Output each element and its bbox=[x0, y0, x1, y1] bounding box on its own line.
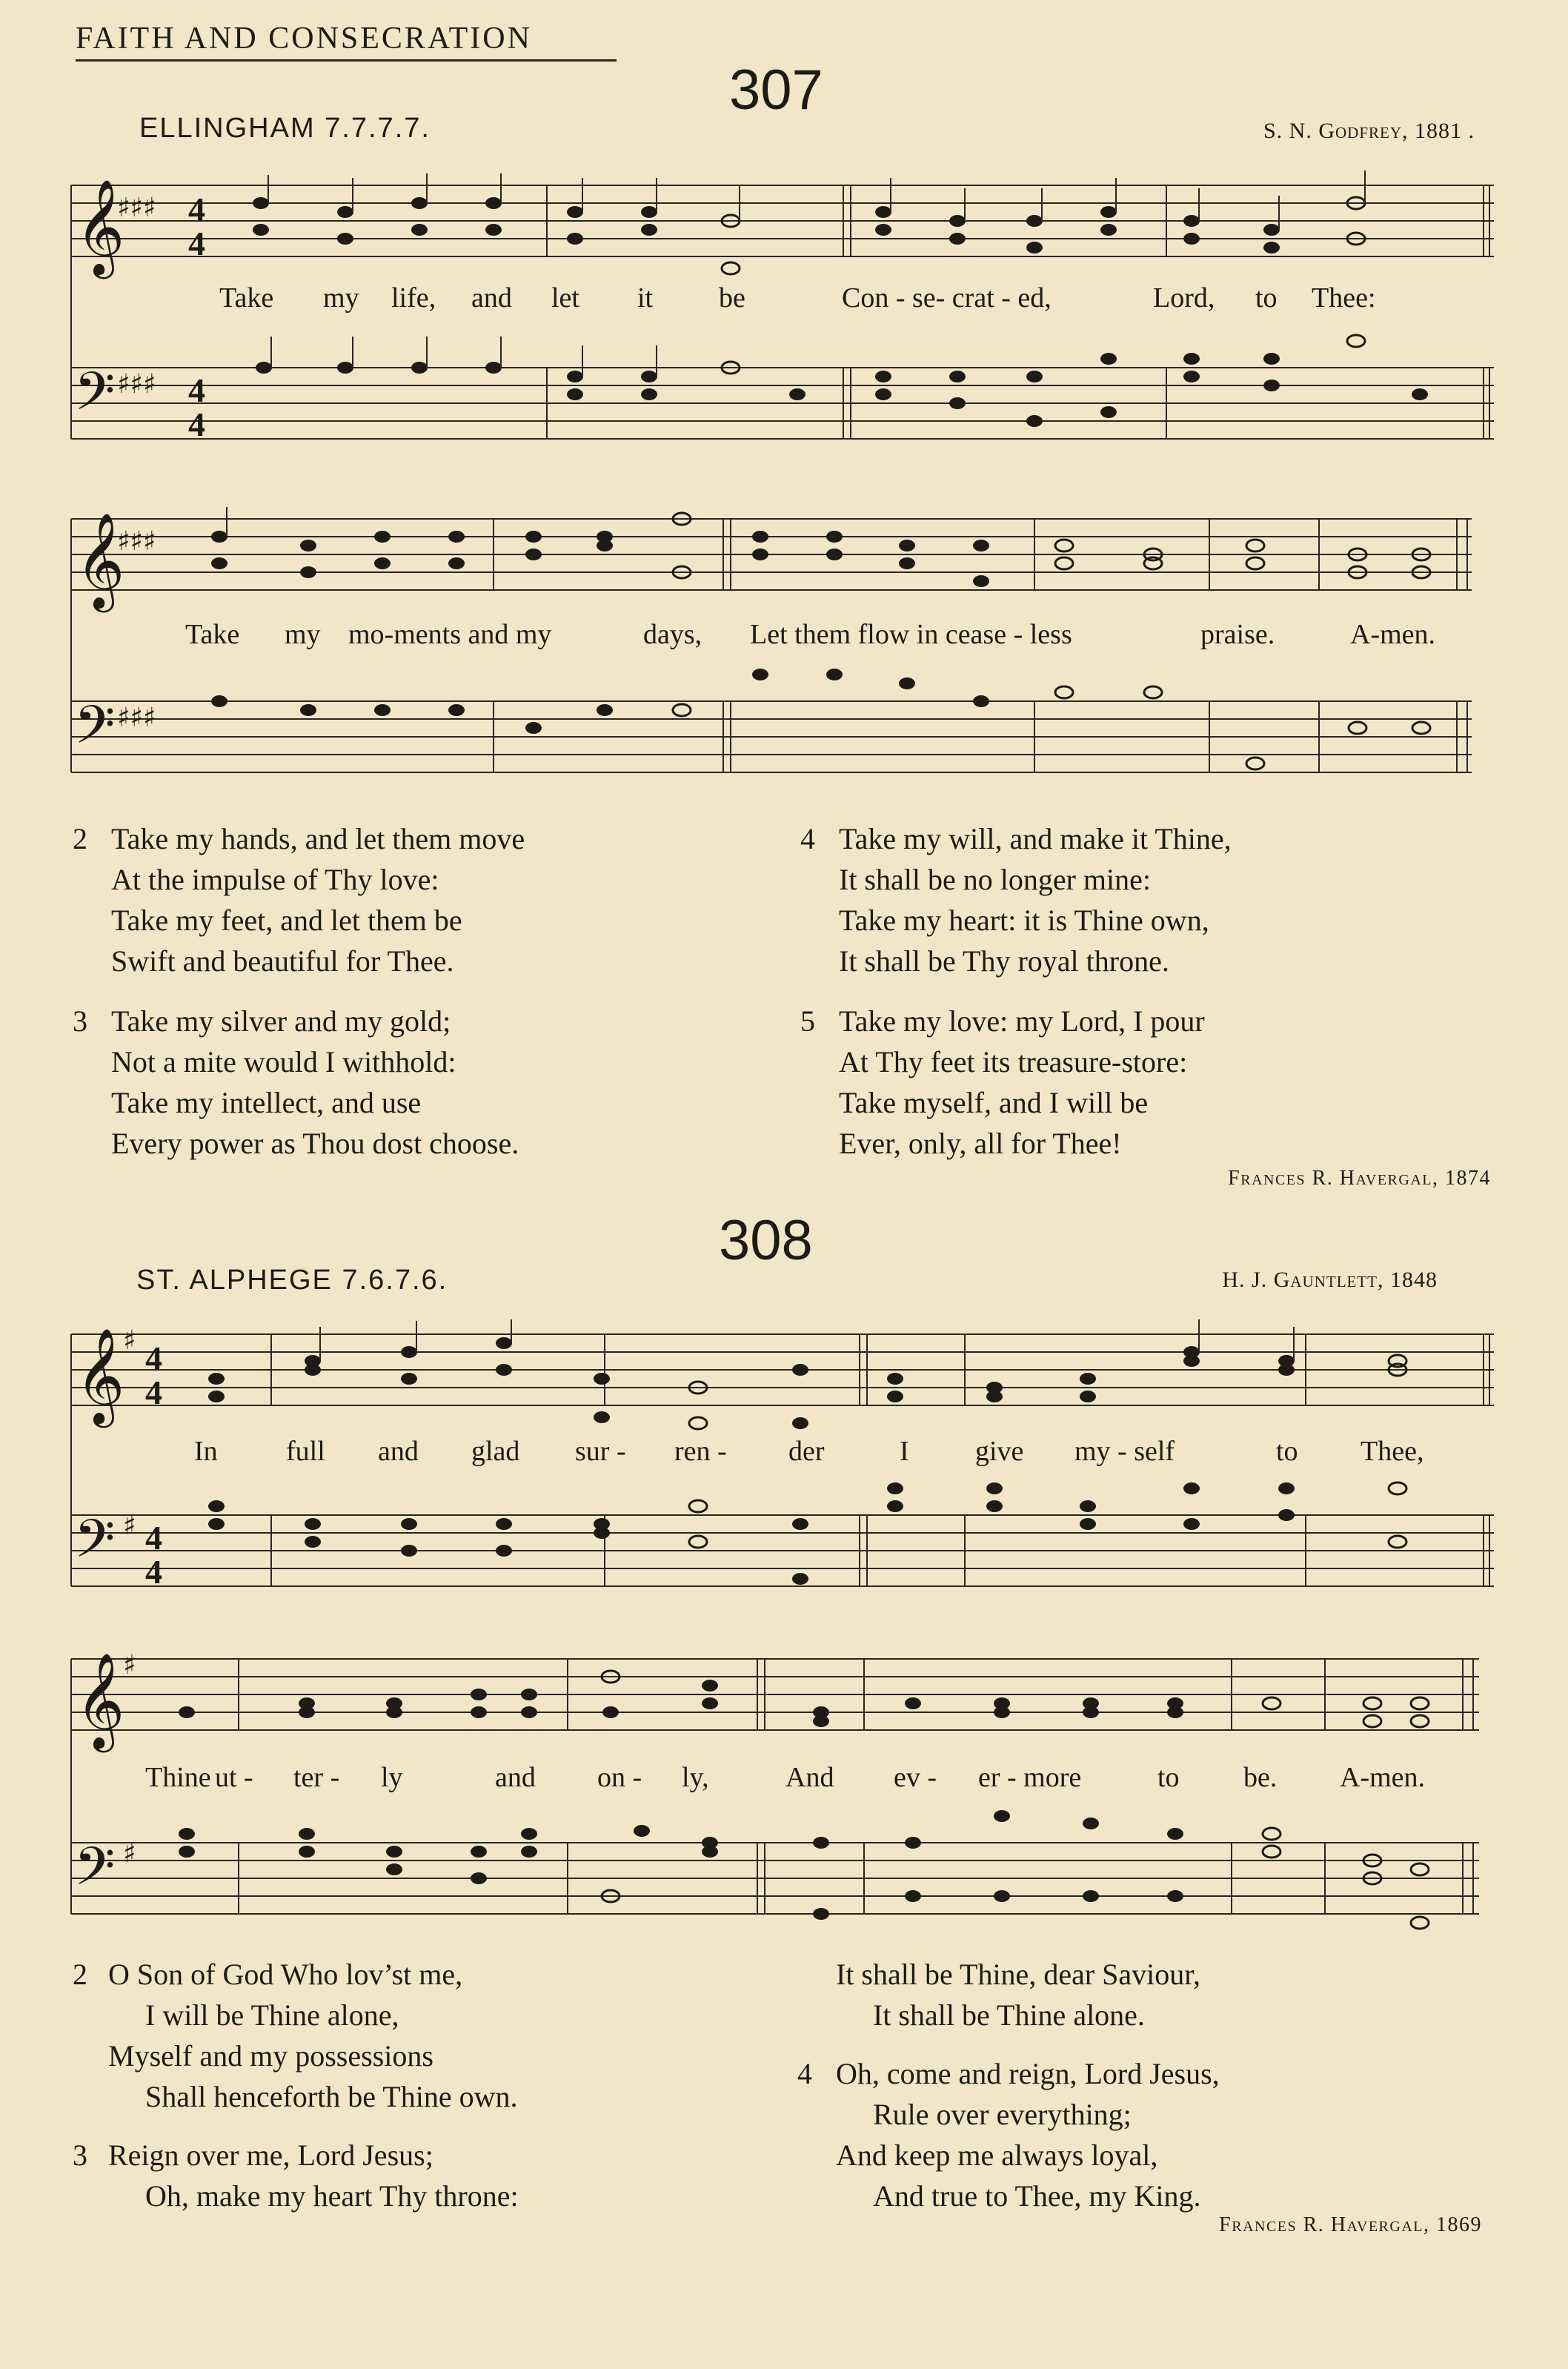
treble-clef-icon: 𝄞 bbox=[76, 1328, 125, 1424]
lyric-307-1-11: Thee: bbox=[1312, 282, 1376, 314]
lyric-308-1-3: and bbox=[378, 1436, 419, 1467]
verse-line: Take my hands, and let them move bbox=[111, 822, 525, 855]
svg-text:4: 4 bbox=[145, 1553, 162, 1591]
verse-308-4: 4 Oh, come and reign, Lord Jesus, Rule over everything; And keep me always loyal, And true to Thee, my King. bbox=[797, 2053, 1464, 2216]
lyric-308-2-5: and bbox=[495, 1762, 536, 1793]
lyric-307-1-5: let bbox=[551, 282, 579, 314]
lyric-307-2-2: my bbox=[285, 619, 321, 650]
lyric-308-1-8: I bbox=[900, 1436, 909, 1467]
verse-308-2: 2 O Son of God Who lov’st me, I will be Thine alone, Myself and my possessions Shall henceforth be Thine own. bbox=[73, 1954, 740, 2117]
composer-308: H. J. Gauntlett, 1848 bbox=[1222, 1268, 1438, 1292]
tune-name-308: ST. ALPHEGE 7.6.7.6. bbox=[136, 1265, 448, 1296]
lyric-308-1-10: my - self bbox=[1074, 1436, 1175, 1467]
lyric-307-2-3: mo-ments and my bbox=[348, 619, 552, 650]
bass-staff bbox=[71, 701, 1472, 772]
svg-text:4: 4 bbox=[188, 190, 205, 228]
hymn-number-307: 307 bbox=[729, 59, 823, 122]
lyric-307-1-1: Take bbox=[219, 282, 274, 314]
verse-line: Myself and my possessions bbox=[108, 2039, 433, 2073]
notes-308-2 bbox=[179, 1671, 1429, 1929]
svg-text:♯♯♯: ♯♯♯ bbox=[117, 703, 156, 733]
running-head-rule bbox=[76, 59, 617, 62]
music-system-308-2 bbox=[71, 1644, 1494, 1941]
verse-line: At Thy feet its treasure-store: bbox=[839, 1045, 1188, 1079]
lyric-308-1-4: glad bbox=[471, 1436, 520, 1467]
verse-307-2: 2 Take my hands, and let them move At the impulse of Thy love: Take my feet, and let them be Swift and beautiful for Thee. bbox=[73, 818, 740, 981]
treble-staff bbox=[71, 185, 1494, 256]
lyric-308-2-12: be. bbox=[1243, 1762, 1278, 1793]
hymn-number-308: 308 bbox=[719, 1209, 813, 1272]
verse-308-3-continued bbox=[800, 1954, 1467, 2035]
lyric-308-1-2: full bbox=[286, 1436, 325, 1467]
lyric-308-2-9: ev - bbox=[894, 1762, 937, 1793]
lyric-307-1-2: my bbox=[323, 282, 359, 314]
verse-line: Take my silver and my gold; bbox=[111, 1004, 451, 1038]
verse-line: O Son of God Who lov’st me, bbox=[108, 1958, 463, 1991]
verse-line: Every power as Thou dost choose. bbox=[111, 1127, 519, 1160]
treble-clef-icon: 𝄞 bbox=[76, 1652, 125, 1749]
lyric-308-2-8: And bbox=[785, 1762, 834, 1793]
lyric-308-2-10: er - more bbox=[978, 1762, 1082, 1793]
treble-staff bbox=[71, 1659, 1479, 1730]
verse-line: Reign over me, Lord Jesus; bbox=[108, 2138, 433, 2172]
attribution-307: Frances R. Havergal, 1874 bbox=[1228, 1167, 1491, 1190]
bass-staff bbox=[71, 1515, 1494, 1586]
lyric-308-1-12: Thee, bbox=[1361, 1436, 1424, 1467]
verse-line: I will be Thine alone, bbox=[145, 1998, 399, 2032]
verse-line: Rule over everything; bbox=[873, 2098, 1132, 2131]
lyric-308-2-1: Thine bbox=[145, 1762, 211, 1793]
bass-clef-icon: 𝄢 bbox=[74, 695, 116, 769]
lyric-307-2-1: Take bbox=[185, 619, 240, 650]
lyric-308-2-7: ly, bbox=[682, 1762, 709, 1793]
verse-307-3: 3 Take my silver and my gold; Not a mite would I withhold: Take my intellect, and use Every power as Thou dost choose. bbox=[73, 1001, 740, 1164]
verse-line: Take my feet, and let them be bbox=[111, 904, 462, 937]
lyric-308-1-11: to bbox=[1276, 1436, 1298, 1467]
verse-line: And keep me always loyal, bbox=[836, 2138, 1158, 2172]
verse-line: It shall be Thy royal throne. bbox=[839, 944, 1169, 978]
verse-line: Take my love: my Lord, I pour bbox=[839, 1004, 1205, 1038]
verse-line: Ever, only, all for Thee! bbox=[839, 1127, 1122, 1160]
lyric-308-1-1: In bbox=[194, 1436, 218, 1467]
svg-text:♯♯♯: ♯♯♯ bbox=[117, 526, 156, 557]
music-system-307-1 bbox=[71, 170, 1494, 452]
svg-text:♯♯♯: ♯♯♯ bbox=[117, 193, 156, 223]
svg-text:4: 4 bbox=[145, 1374, 162, 1411]
svg-text:♯: ♯ bbox=[123, 1511, 136, 1541]
bass-clef-icon: 𝄢 bbox=[74, 361, 116, 435]
lyric-308-2-3: ter - bbox=[293, 1762, 340, 1793]
svg-text:♯: ♯ bbox=[123, 1838, 136, 1869]
lyric-308-2-11: to bbox=[1157, 1762, 1180, 1793]
verse-308-3: 3 Reign over me, Lord Jesus; Oh, make my heart Thy throne: bbox=[73, 2135, 740, 2216]
lyric-307-1-3: life, bbox=[391, 282, 436, 314]
verse-line: And true to Thee, my King. bbox=[873, 2179, 1201, 2213]
verse-line: Take myself, and I will be bbox=[839, 1086, 1149, 1119]
verse-line: Not a mite would I withhold: bbox=[111, 1045, 456, 1079]
verse-line: Oh, make my heart Thy throne: bbox=[145, 2179, 519, 2213]
verse-line: Take my heart: it is Thine own, bbox=[839, 904, 1209, 937]
lyric-308-1-6: ren - bbox=[674, 1436, 727, 1467]
verse-line: At the impulse of Thy love: bbox=[111, 863, 439, 896]
lyric-308-1-7: der bbox=[788, 1436, 825, 1467]
svg-text:4: 4 bbox=[145, 1519, 162, 1557]
running-head: FAITH AND CONSECRATION bbox=[76, 21, 532, 56]
composer-307: S. N. Godfrey, 1881 . bbox=[1263, 119, 1475, 143]
bass-clef-icon: 𝄢 bbox=[74, 1836, 116, 1910]
lyric-308-2-2: ut - bbox=[215, 1762, 253, 1793]
attribution-308: Frances R. Havergal, 1869 bbox=[1219, 2213, 1482, 2236]
svg-text:4: 4 bbox=[145, 1339, 162, 1377]
lyric-307-1-9: Lord, bbox=[1153, 282, 1215, 314]
lyric-307-1-7: be bbox=[719, 282, 745, 314]
lyric-308-2-4: ly bbox=[381, 1762, 403, 1793]
verse-line: It shall be Thine, dear Saviour, bbox=[836, 1958, 1200, 1991]
treble-staff bbox=[71, 519, 1472, 590]
verse-307-5: 5 Take my love: my Lord, I pour At Thy feet its treasure-store: Take myself, and I will be Ever, only, all for Thee! bbox=[800, 1001, 1467, 1164]
verse-line: It shall be Thine alone. bbox=[873, 1998, 1145, 2032]
svg-text:4: 4 bbox=[188, 371, 205, 409]
verse-line: Take my intellect, and use bbox=[111, 1086, 422, 1119]
lyric-307-1-10: to bbox=[1255, 282, 1278, 314]
bass-staff bbox=[71, 1843, 1479, 1914]
lyric-307-2-6: praise. bbox=[1200, 619, 1275, 650]
verse-line: Swift and beautiful for Thee. bbox=[111, 944, 454, 978]
verse-line: It shall be no longer mine: bbox=[839, 863, 1152, 896]
verse-307-4: 4 Take my will, and make it Thine, It shall be no longer mine: Take my heart: it is Thine own, It shall be Thy royal throne. bbox=[800, 818, 1467, 981]
lyric-307-2-4: days, bbox=[643, 619, 702, 650]
svg-text:♯♯♯: ♯♯♯ bbox=[117, 369, 156, 400]
svg-text:4: 4 bbox=[188, 225, 205, 262]
lyric-308-1-9: give bbox=[975, 1436, 1024, 1467]
treble-clef-icon: 𝄞 bbox=[76, 512, 125, 609]
lyric-307-1-6: it bbox=[637, 282, 654, 314]
lyric-308-2-13: A-men. bbox=[1340, 1762, 1426, 1793]
verse-line: Shall henceforth be Thine own. bbox=[145, 2080, 518, 2113]
treble-clef-icon: 𝄞 bbox=[76, 179, 125, 275]
lyric-308-1-5: sur - bbox=[575, 1436, 626, 1467]
lyric-307-1-4: and bbox=[471, 282, 512, 314]
svg-text:♯: ♯ bbox=[123, 1325, 136, 1356]
verse-line: Oh, come and reign, Lord Jesus, bbox=[836, 2057, 1220, 2090]
bass-staff bbox=[71, 368, 1494, 439]
lyric-307-2-7: A-men. bbox=[1350, 619, 1436, 650]
lyric-307-1-8: Con - se- crat - ed, bbox=[842, 282, 1052, 314]
svg-text:4: 4 bbox=[188, 405, 205, 443]
lyric-308-2-6: on - bbox=[597, 1762, 642, 1793]
bass-clef-icon: 𝄢 bbox=[74, 1508, 116, 1583]
verse-line: Take my will, and make it Thine, bbox=[839, 822, 1232, 855]
svg-text:♯: ♯ bbox=[123, 1650, 136, 1680]
lyric-307-2-5: Let them flow in cease - less bbox=[750, 619, 1072, 650]
tune-name-307: ELLINGHAM 7.7.7.7. bbox=[139, 113, 431, 144]
